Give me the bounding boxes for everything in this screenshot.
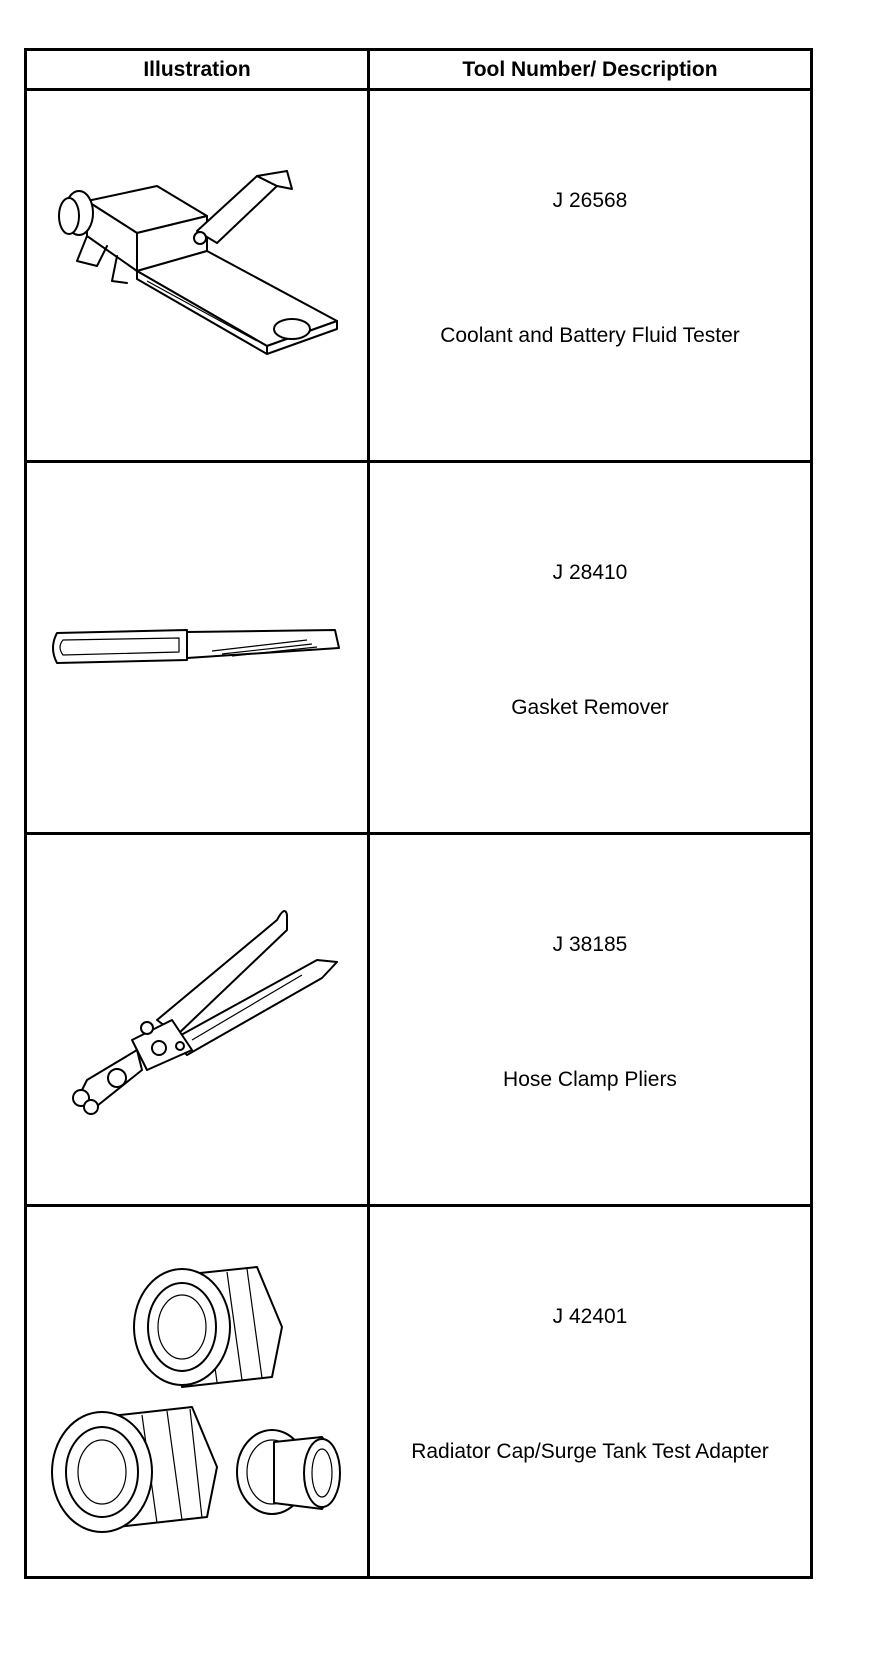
tool-description: Gasket Remover [511,696,669,719]
illustration-header: Illustration [26,50,369,90]
hose-clamp-pliers-icon [47,900,347,1140]
illustration-cell [26,90,369,462]
header-row [26,50,812,90]
tool-number: J 28410 [552,561,628,584]
description-cell [369,1206,812,1578]
table-row [26,90,812,462]
tool-table [24,48,813,1579]
gasket-remover-icon [47,618,347,678]
description-cell [369,90,812,462]
tool-number: J 26568 [552,189,628,212]
tool-number: J 42401 [552,1305,628,1328]
tool-description: Hose Clamp Pliers [503,1068,677,1091]
illustration-cell [26,462,369,834]
description-cell [369,462,812,834]
table-row [26,834,812,1206]
test-adapter-icon [42,1227,352,1557]
description-cell [369,834,812,1206]
illustration-cell [26,834,369,1206]
fluid-tester-icon [47,161,347,391]
tool-description: Radiator Cap/Surge Tank Test Adapter [411,1440,769,1463]
tool-description: Coolant and Battery Fluid Tester [440,324,740,347]
illustration-cell [26,1206,369,1578]
tool-description-header: Tool Number/ Description [369,50,812,90]
table-row [26,1206,812,1578]
table-row [26,462,812,834]
tool-number: J 38185 [552,933,628,956]
